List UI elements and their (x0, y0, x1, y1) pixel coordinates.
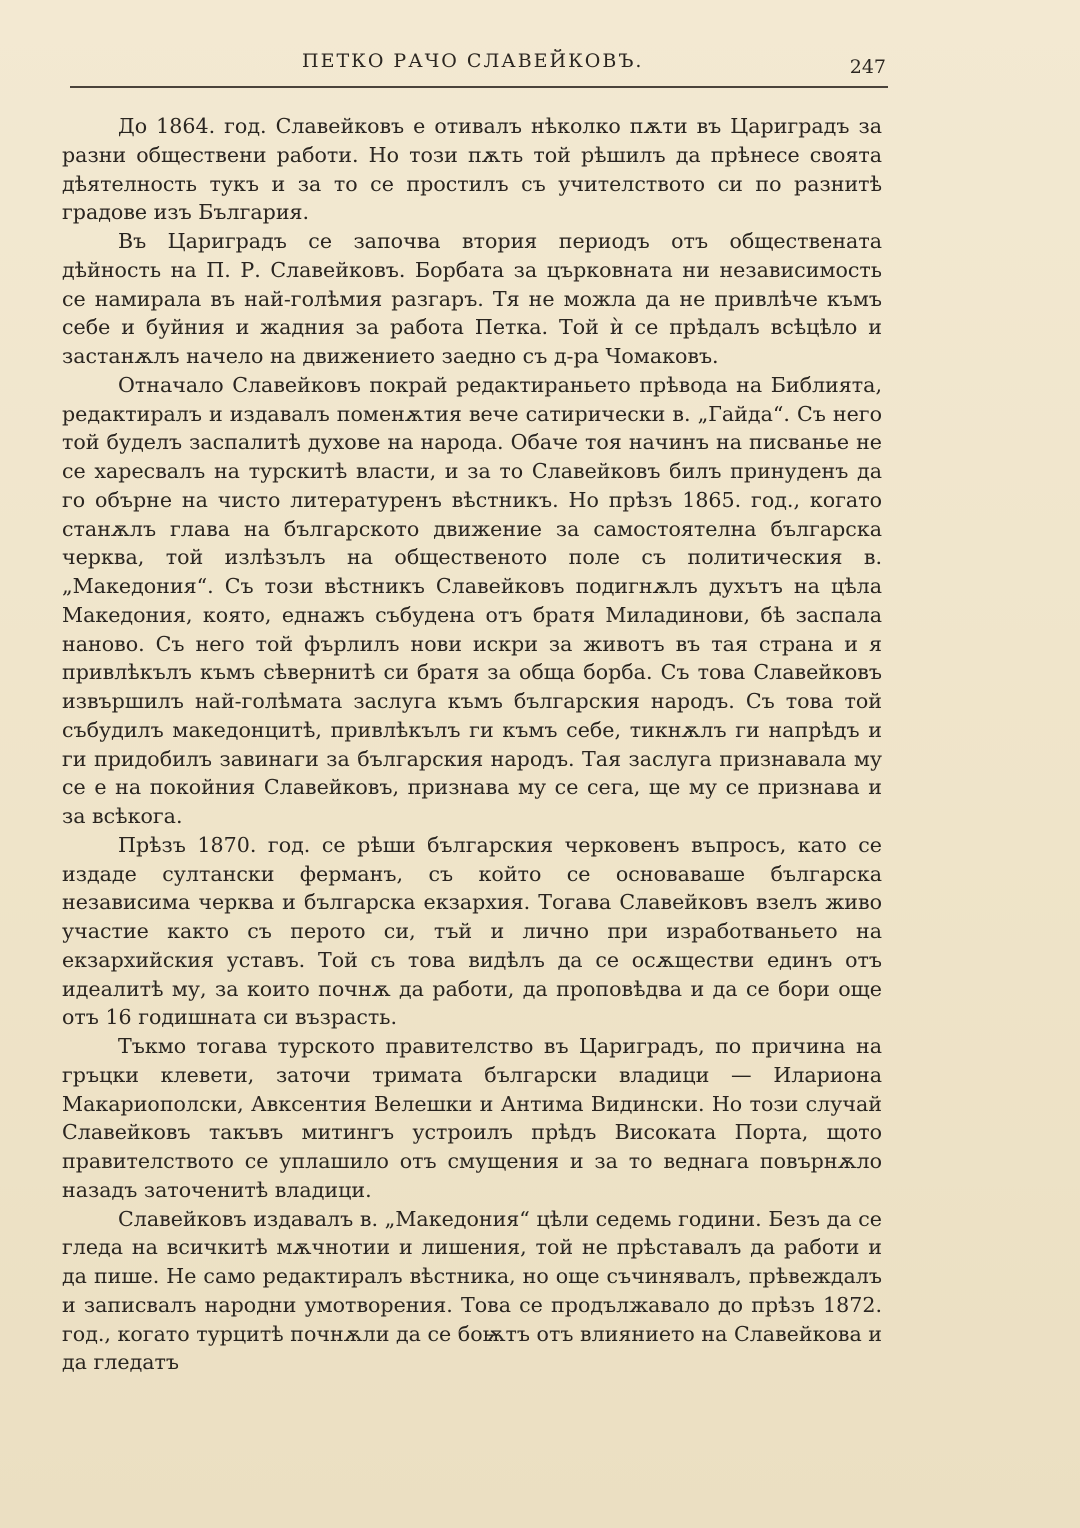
body-text (62, 112, 882, 1377)
header-rule (70, 86, 888, 88)
paragraph-1: До 1864. год. Славейковъ е отивалъ нѣколко пѫти въ Цариградъ за разни обществени работи. Но този пѫть той рѣшилъ да прѣнесе своята дѣятелность тукъ и за то се простилъ съ учителството си по разнитѣ градове изъ България. (62, 114, 882, 225)
paragraph-4: Прѣзъ 1870. год. се рѣши българския черковенъ въпросъ, като се издаде султански ферманъ, съ който се основаваше българска независима черква и българска екзархия. Тогава Славейковъ взелъ живо участие както съ перото си, тъй и лично при изработваньето на екзархийския уставъ. Той съ това видѣлъ да се осѫществи единъ отъ идеалитѣ му, за които почнѫ да работи, да проповѣдва и да се бори още отъ 16 годишната си възрасть. (62, 832, 882, 1030)
running-title: ПЕТКО РАЧО СЛАВЕЙКОВЪ. (302, 50, 644, 72)
paragraph-5: Тъкмо тогава турското правителство въ Цариградъ, по причина на гръцки клевети, заточи тримата български владици — Илариона Макариополски, Авксентия Велешки и Антима Видински. Но този случай Славейковъ такъвъ митингъ устроилъ прѣдъ Високата Порта, щото правителството се уплашило отъ смущения и за то веднага повърнѫло назадъ заточенитѣ владици. (62, 1034, 882, 1202)
paragraph-2: Въ Цариградъ се започва втория периодъ отъ обществената дѣйность на П. Р. Славейковъ. Борбата за църковната ни независимость се намирала въ най-голѣмия разгаръ. Тя не можла да не привлѣче къмъ себе и буйния и жадния за работа Петка. Той ѝ се прѣдалъ всѣцѣло и застанѫлъ начело на движението заедно съ д-ра Чомаковъ. (62, 229, 882, 368)
paragraph-6: Славейковъ издавалъ в. „Македония“ цѣли седемь години. Безъ да се гледа на всичкитѣ мѫчнотии и лишения, той не прѣставалъ да работи и да пише. Не само редактиралъ вѣстника, но още съчинявалъ, прѣвеждалъ и записвалъ народни умотворения. Това се продължавало до прѣзъ 1872. год., когато турцитѣ почнѫли да се боѭтъ отъ влиянието на Славейкова и да гледатъ (62, 1206, 882, 1375)
page-number: 247 (849, 56, 886, 78)
page-header (70, 46, 888, 92)
paragraph-3: Отначало Славейковъ покрай редактираньето прѣвода на Библията, редактиралъ и издавалъ поменѫтия вече сатирически в. „Гайда“. Съ него той буделъ заспалитѣ духове на народа. Обаче тоя начинъ на писванье не се харесвалъ на турскитѣ власти, и за то Славейковъ билъ принуденъ да го обърне на чисто литературенъ вѣстникъ. Но прѣзъ 1865. год., когато станѫлъ глава на българското движение за самостоятелна българска черква, той излѣзълъ на общественото поле съ политическия в. „Македония“. Съ този вѣстникъ Славейковъ подигнѫлъ духътъ на цѣла Македония, която, еднажъ събудена отъ братя Миладинови, бѣ заспала наново. Съ него той фърлилъ нови искри за животъ въ тая страна и я привлѣкълъ къмъ сѣвернитѣ си братя за обща борба. Съ това Славейковъ извършилъ най-голѣмата заслуга къмъ българския народъ. Съ това той събудилъ македонцитѣ, привлѣкълъ ги къмъ себе, тикнѫлъ ги напрѣдъ и ги придобилъ завинаги за българския народъ. Тая заслуга признавала му се е на покойния Славейковъ, признава му се сега, ще му се признава и за всѣкога. (62, 372, 882, 828)
